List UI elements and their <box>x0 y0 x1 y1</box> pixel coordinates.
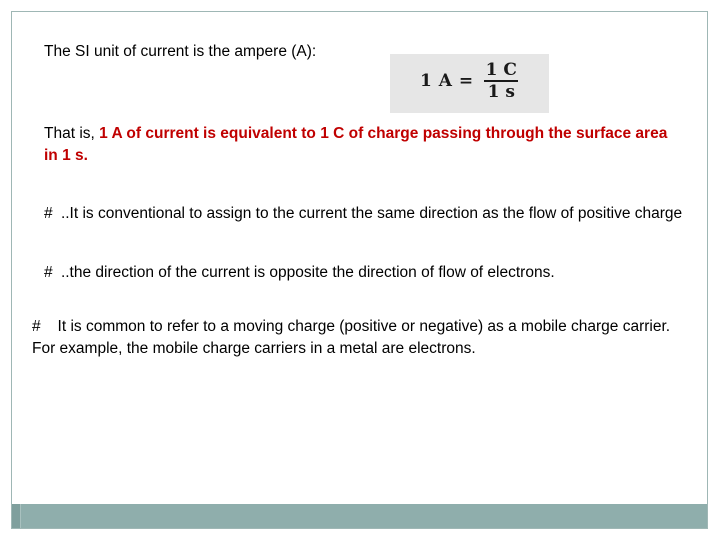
bullet-marker: # <box>44 264 53 281</box>
footer-cell <box>21 504 707 528</box>
bullet-mobile-charge-carrier <box>32 316 692 360</box>
formula-fraction <box>482 60 521 102</box>
bullet-opposite-electrons <box>44 262 684 284</box>
bullet-marker: # <box>44 205 53 222</box>
bullet-marker: # <box>32 318 41 335</box>
footer-band <box>12 504 707 528</box>
ampere-formula <box>420 60 521 102</box>
formula-image <box>390 54 549 113</box>
bullet-text: It is common to refer to a moving charge (positive or negative) as a mobile charge carrier. For example, the mobile charge carriers in a metal are electrons. <box>32 318 671 357</box>
definition-statement <box>44 123 684 167</box>
formula-denominator: 1 s <box>487 82 515 102</box>
formula-lhs: 1 A = <box>420 71 474 91</box>
bullet-conventional-direction <box>44 203 684 225</box>
statement-highlight: 1 A of current is equivalent to 1 C of charge passing through the surface area in 1 s. <box>44 125 668 164</box>
formula-numerator: 1 C <box>485 60 517 80</box>
statement-prefix: That is, <box>44 125 100 142</box>
intro-text: The SI unit of current is the ampere (A): <box>44 43 317 60</box>
bullet-text: ..the direction of the current is opposite the direction of flow of electrons. <box>60 264 555 281</box>
footer-cell <box>12 504 21 528</box>
bullet-text: ..It is conventional to assign to the current the same direction as the flow of positive charge <box>60 205 683 222</box>
